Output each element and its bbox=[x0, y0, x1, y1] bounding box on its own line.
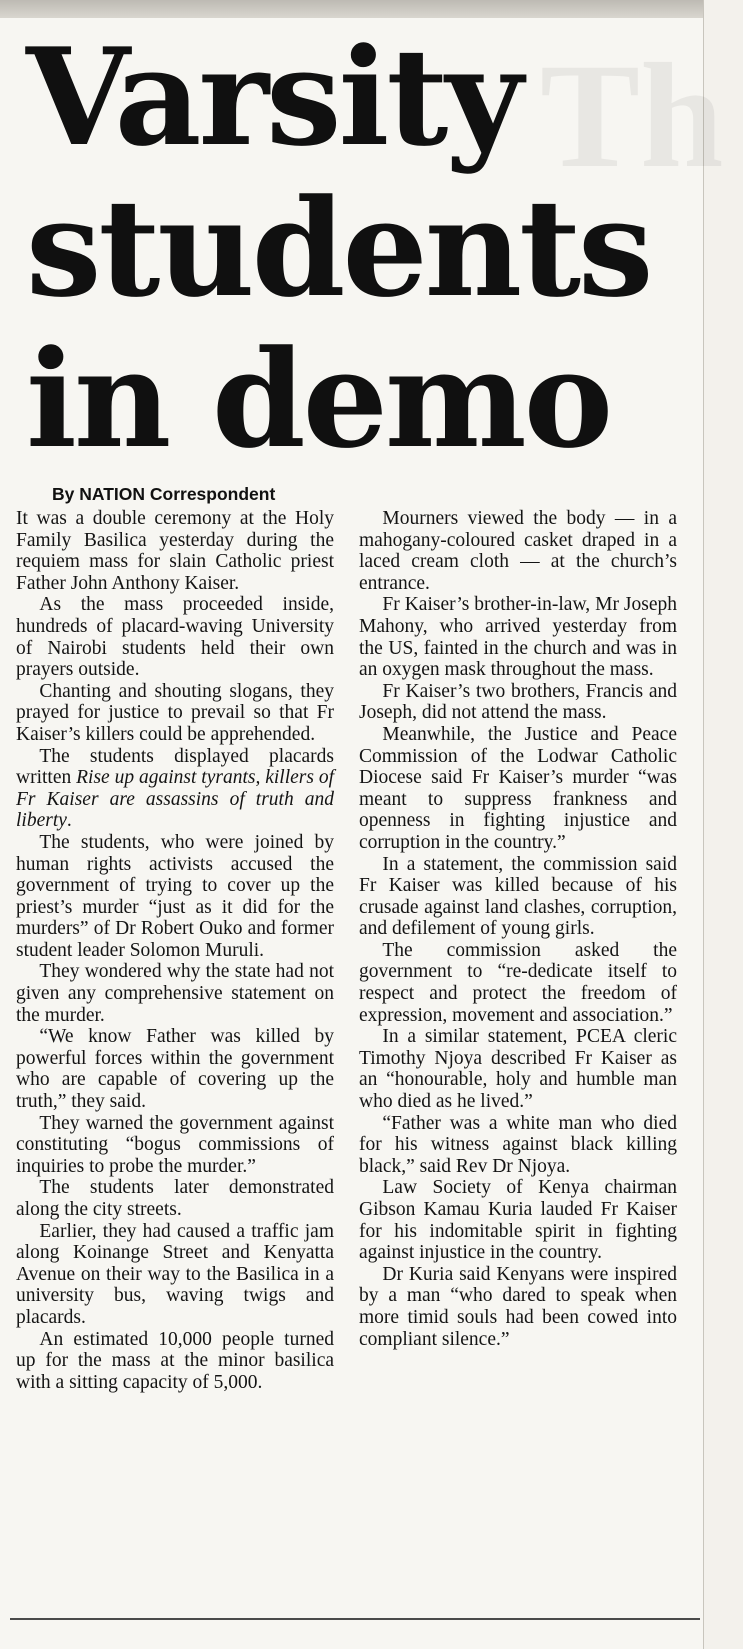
paragraph: Law Society of Kenya chairman Gibson Kamau Kuria lauded Fr Kaiser for his indomitable spirit in fighting against injustice in the country. bbox=[359, 1177, 677, 1264]
bottom-rule bbox=[10, 1618, 700, 1620]
headline-line: Varsity bbox=[26, 18, 521, 176]
paragraph: “Father was a white man who died for his witness against black killing black,” said Rev Dr Njoya. bbox=[359, 1112, 677, 1177]
headline-line: students bbox=[26, 169, 651, 327]
paragraph bbox=[16, 746, 334, 832]
paragraph: “We know Father was killed by powerful forces within the government who are capable of covering up the truth,” they said. bbox=[16, 1026, 334, 1113]
paragraph: The students, who were joined by human rights activists accused the government of trying to cover up the priest’s murder “just as it did for the murders” of Dr Robert Ouko and former student leader Solomon Muruli. bbox=[16, 831, 334, 961]
paragraph: The students later demonstrated along the city streets. bbox=[16, 1177, 334, 1220]
paragraph-text: The students displayed placards written bbox=[16, 745, 334, 789]
headline-line: in demo bbox=[26, 320, 611, 478]
paragraph-text: . bbox=[66, 810, 72, 832]
placard-quote: Rise up against tyrants, killers of Fr Kaiser are assassins of truth and liberty bbox=[16, 767, 334, 832]
scan-edge bbox=[0, 0, 703, 18]
article-column-2 bbox=[359, 508, 677, 1350]
bleed-through-text: Th bbox=[540, 33, 724, 199]
byline: By NATION Correspondent bbox=[52, 484, 276, 504]
paragraph: Earlier, they had caused a traffic jam along Koinange Street and Kenyatta Avenue on their way to the Basilica in a university bus, waving twigs and placards. bbox=[16, 1220, 334, 1328]
paragraph: Meanwhile, the Justice and Peace Commission of the Lodwar Catholic Diocese said Fr Kaiser’s murder “was meant to suppress frankness and openness in fighting injustice and corruption in the country.” bbox=[359, 723, 677, 853]
bleed-through-text bbox=[0, 150, 18, 322]
paragraph: Chanting and shouting slogans, they prayed for justice to prevail so that Fr Kaiser’s killers could be apprehended. bbox=[16, 680, 334, 745]
paragraph: An estimated 10,000 people turned up for the mass at the minor basilica with a sitting capacity of 5,000. bbox=[16, 1328, 334, 1393]
paragraph: They wondered why the state had not given any comprehensive statement on the murder. bbox=[16, 961, 334, 1026]
headline bbox=[26, 18, 686, 478]
paragraph: It was a double ceremony at the Holy Family Basilica yesterday during the requiem mass for slain Catholic priest Father John Anthony Kaiser. bbox=[16, 508, 334, 594]
paragraph: Dr Kuria said Kenyans were inspired by a man “who dared to speak when more timid souls had been cowed into compliant silence.” bbox=[359, 1263, 677, 1350]
paragraph: In a statement, the commission said Fr Kaiser was killed because of his crusade against land clashes, corruption, and defilement of young girls. bbox=[359, 853, 677, 940]
paragraph: In a similar statement, PCEA cleric Timothy Njoya described Fr Kaiser as an “honourable, holy and humble man who died as he lived.” bbox=[359, 1026, 677, 1113]
paragraph: The commission asked the government to “re-dedicate itself to respect and protect the freedom of expression, movement and association.” bbox=[359, 939, 677, 1026]
paragraph: They warned the government against constituting “bogus commissions of inquiries to probe the murder.” bbox=[16, 1112, 334, 1177]
paragraph: As the mass proceeded inside, hundreds of placard-waving University of Nairobi students held their own prayers outside. bbox=[16, 594, 334, 681]
paragraph: Mourners viewed the body — in a mahogany-coloured casket draped in a laced cream cloth — at the church’s entrance. bbox=[359, 508, 677, 594]
paragraph: Fr Kaiser’s brother-in-law, Mr Joseph Mahony, who arrived yesterday from the US, fainted in the church and was in an oxygen mask throughout the mass. bbox=[359, 594, 677, 681]
article-column-1 bbox=[16, 484, 334, 1393]
paragraph: Fr Kaiser’s two brothers, Francis and Joseph, did not attend the mass. bbox=[359, 680, 677, 724]
